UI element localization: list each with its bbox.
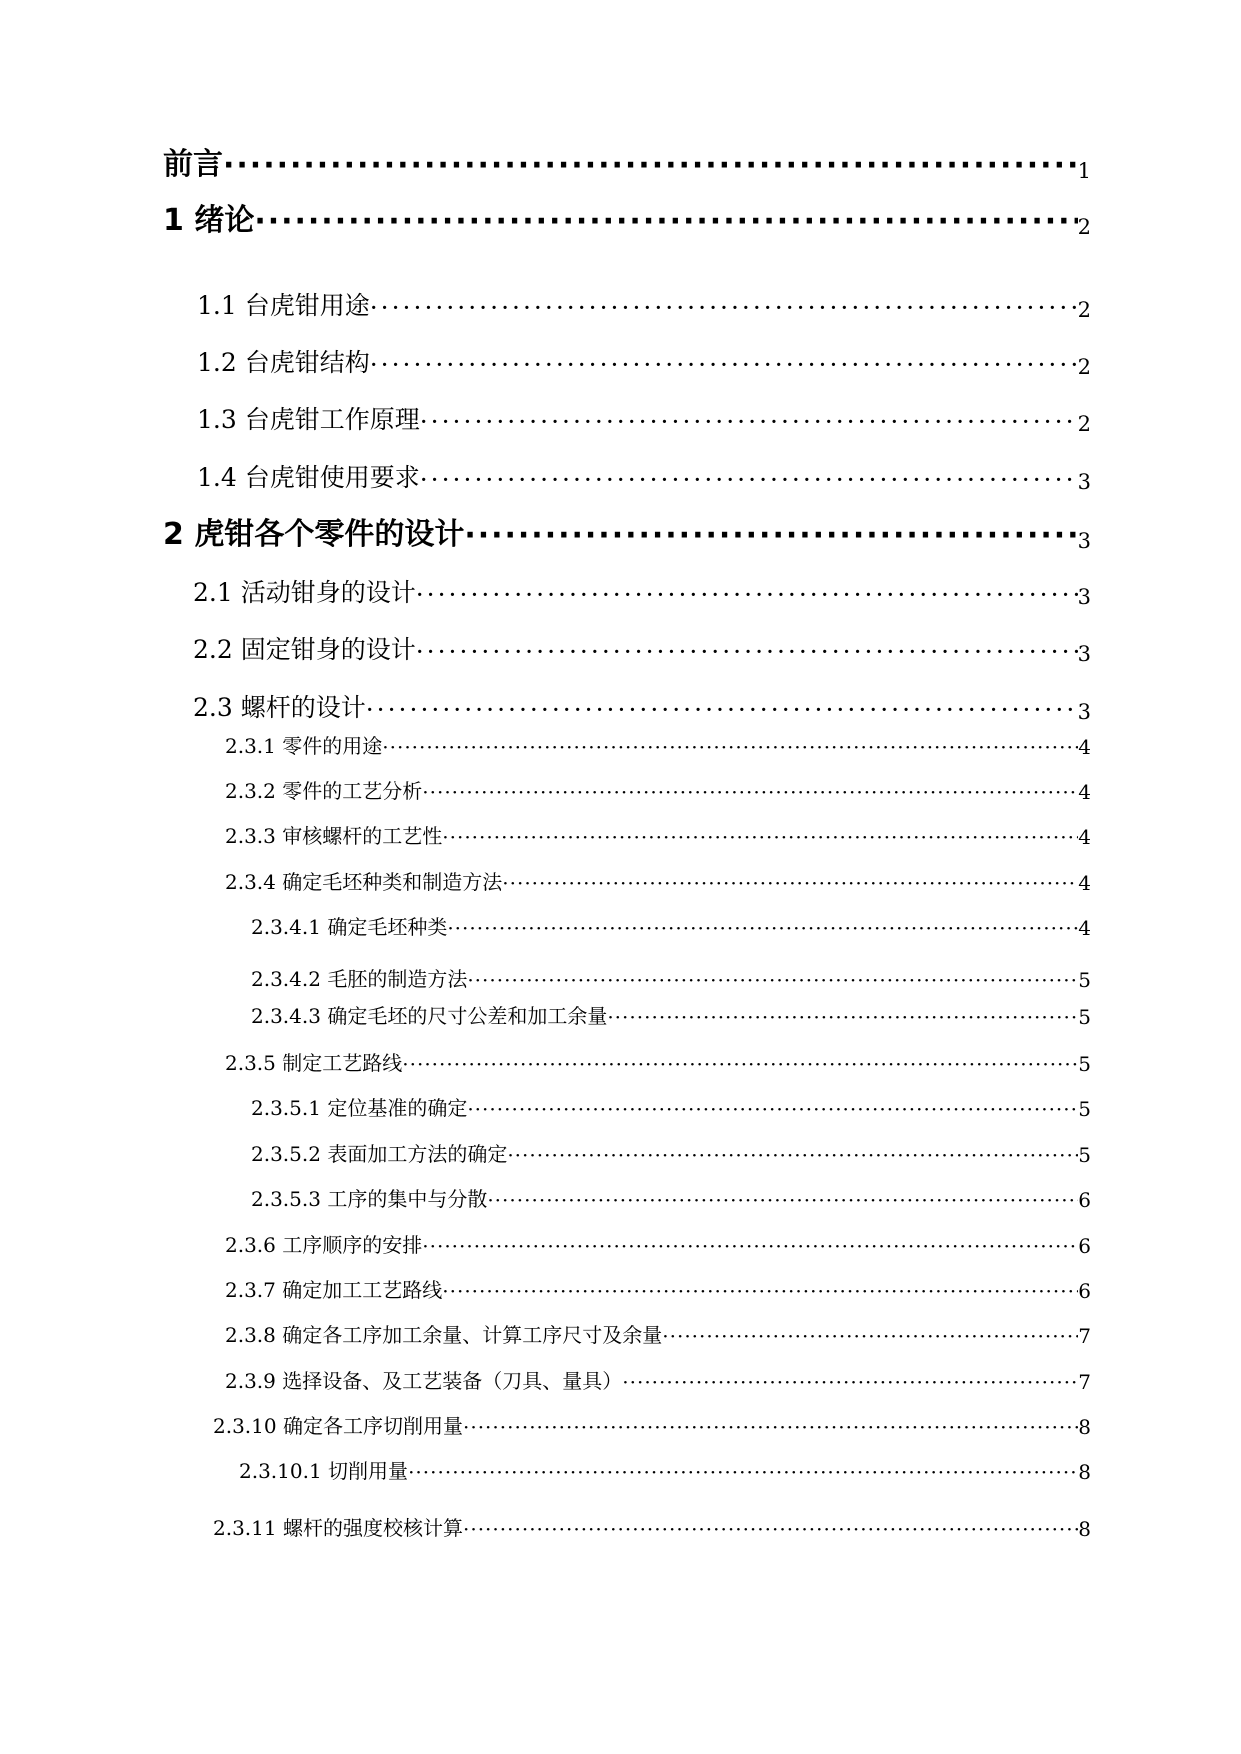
toc-page-number: 4 [1078,780,1091,804]
toc-page-number: 7 [1078,1370,1091,1394]
toc-page-number: 4 [1078,825,1091,849]
toc-entry[interactable] [251,964,1091,992]
toc-entry[interactable] [225,821,1091,849]
toc-entry[interactable] [197,345,1091,379]
toc-page-number: 2 [1077,215,1091,239]
toc-dot-leader [223,148,1078,183]
toc-entry-title: 2.3.6 工序顺序的安排 [225,1233,423,1257]
toc-dot-leader [487,1188,1078,1212]
toc-entry[interactable] [251,1184,1091,1212]
toc-entry[interactable] [251,1139,1091,1167]
toc-dot-leader [422,1234,1078,1258]
toc-dot-leader [382,735,1078,759]
toc-entry-title: 2.3.5.2 表面加工方法的确定 [251,1142,508,1166]
toc-dot-leader [467,1097,1078,1121]
toc-entry[interactable] [251,1001,1091,1029]
toc-entry-title: 2.3.11 螺杆的强度校核计算 [213,1516,463,1540]
toc-entry-title: 2.3.3 审核螺杆的工艺性 [225,824,443,848]
toc-entry-title: 2 虎钳各个零件的设计 [163,517,465,552]
toc-dot-leader [402,1052,1078,1076]
toc-page-number: 4 [1078,871,1091,895]
toc-dot-leader [420,407,1078,436]
toc-page-number: 8 [1078,1517,1091,1541]
toc-page-number: 7 [1078,1324,1091,1348]
toc-dot-leader [607,1005,1078,1029]
toc-entry-title: 1 绪论 [163,203,255,238]
toc-dot-leader [370,350,1078,379]
toc-entry[interactable] [197,402,1091,436]
toc-entry-title: 2.3.7 确定加工工艺路线 [225,1278,443,1302]
toc-entry[interactable] [225,1320,1091,1348]
toc-entry[interactable] [197,288,1091,322]
toc-entry-title: 2.3.4.3 确定毛坯的尺寸公差和加工余量 [251,1004,608,1028]
toc-entry-title: 2.3.4.2 毛胚的制造方法 [251,967,468,991]
toc-entry[interactable] [193,632,1091,666]
toc-entry-title: 1.3 台虎钳工作原理 [197,405,420,434]
toc-page-number: 2 [1077,298,1091,322]
toc-page-number: 3 [1077,642,1091,666]
toc-entry[interactable] [193,690,1091,724]
toc-page-number: 5 [1078,1143,1091,1167]
toc-entry[interactable] [225,731,1091,759]
toc-entry-title: 2.3.4.1 确定毛坯种类 [251,915,448,939]
toc-entry-title: 2.3.5 制定工艺路线 [225,1051,403,1075]
toc-page-number: 6 [1078,1188,1091,1212]
toc-page-number: 3 [1077,470,1091,494]
toc-entry[interactable] [163,513,1091,553]
toc-entry[interactable] [213,1513,1091,1541]
toc-entry-title: 1.4 台虎钳使用要求 [197,463,420,492]
toc-entry[interactable] [197,460,1091,494]
toc-entry-title: 2.3.10 确定各工序切削用量 [213,1414,463,1438]
toc-page-number: 3 [1077,585,1091,609]
toc-dot-leader [370,293,1078,322]
toc-entry-title: 2.3.5.1 定位基准的确定 [251,1096,468,1120]
toc-entry-title: 2.3.10.1 切削用量 [239,1459,409,1483]
toc-dot-leader [442,1279,1078,1303]
toc-entry[interactable] [225,1230,1091,1258]
toc-dot-leader [422,780,1078,804]
toc-page-number: 5 [1078,1052,1091,1076]
toc-entry-title: 2.3.5.3 工序的集中与分散 [251,1187,488,1211]
toc-dot-leader [622,1370,1078,1394]
toc-page-number: 3 [1077,700,1091,724]
toc-dot-leader [416,637,1078,666]
toc-page-number: 3 [1077,529,1091,553]
toc-entry-title: 1.2 台虎钳结构 [197,348,370,377]
toc-page-number: 5 [1078,1097,1091,1121]
toc-dot-leader [467,968,1078,992]
toc-entry[interactable] [251,1093,1091,1121]
toc-entry[interactable] [225,1048,1091,1076]
toc-entry[interactable] [225,1366,1091,1394]
toc-page-number: 2 [1077,355,1091,379]
toc-page-number: 5 [1078,968,1091,992]
toc-page-number: 6 [1078,1279,1091,1303]
toc-dot-leader [416,580,1078,609]
toc-dot-leader [464,518,1077,553]
toc-page-number: 5 [1078,1005,1091,1029]
toc-entry-title: 2.2 固定钳身的设计 [193,635,416,664]
toc-dot-leader [662,1324,1078,1348]
toc-entry[interactable] [193,575,1091,609]
toc-entry[interactable] [225,1275,1091,1303]
toc-page-number: 4 [1078,916,1091,940]
toc-entry[interactable] [213,1411,1091,1439]
toc-entry-title: 2.3.9 选择设备、及工艺装备（刀具、量具） [225,1369,623,1393]
toc-entry-title: 2.3.2 零件的工艺分析 [225,779,423,803]
toc-dot-leader [463,1415,1078,1439]
toc-entry[interactable] [163,199,1091,239]
toc-entry-title: 2.3.8 确定各工序加工余量、计算工序尺寸及余量 [225,1323,663,1347]
toc-entry-title: 2.1 活动钳身的设计 [193,578,416,607]
toc-page-number: 8 [1078,1415,1091,1439]
toc-entry[interactable] [225,867,1091,895]
toc-entry-title: 2.3 螺杆的设计 [193,693,366,722]
toc-entry[interactable] [239,1456,1091,1484]
toc-dot-leader [366,695,1078,724]
toc-entry-title: 1.1 台虎钳用途 [197,291,370,320]
toc-page-number: 8 [1078,1460,1091,1484]
toc-entry-title: 2.3.1 零件的用途 [225,734,383,758]
toc-dot-leader [463,1517,1078,1541]
toc-dot-leader [447,916,1078,940]
toc-dot-leader [507,1143,1078,1167]
toc-page-number: 2 [1077,412,1091,436]
toc-dot-leader [408,1460,1078,1484]
toc-entry-title: 2.3.4 确定毛坯种类和制造方法 [225,870,503,894]
toc-page-number: 6 [1078,1234,1091,1258]
toc-dot-leader [502,871,1078,895]
toc-entry-title: 前言 [163,147,223,182]
toc-dot-leader [442,825,1078,849]
toc-entry[interactable] [225,776,1091,804]
toc-dot-leader [420,465,1078,494]
toc-entry[interactable] [163,143,1091,183]
toc-dot-leader [254,204,1077,239]
toc-page-number: 4 [1078,735,1091,759]
toc-page-number: 1 [1077,159,1091,183]
toc-entry[interactable] [251,912,1091,940]
